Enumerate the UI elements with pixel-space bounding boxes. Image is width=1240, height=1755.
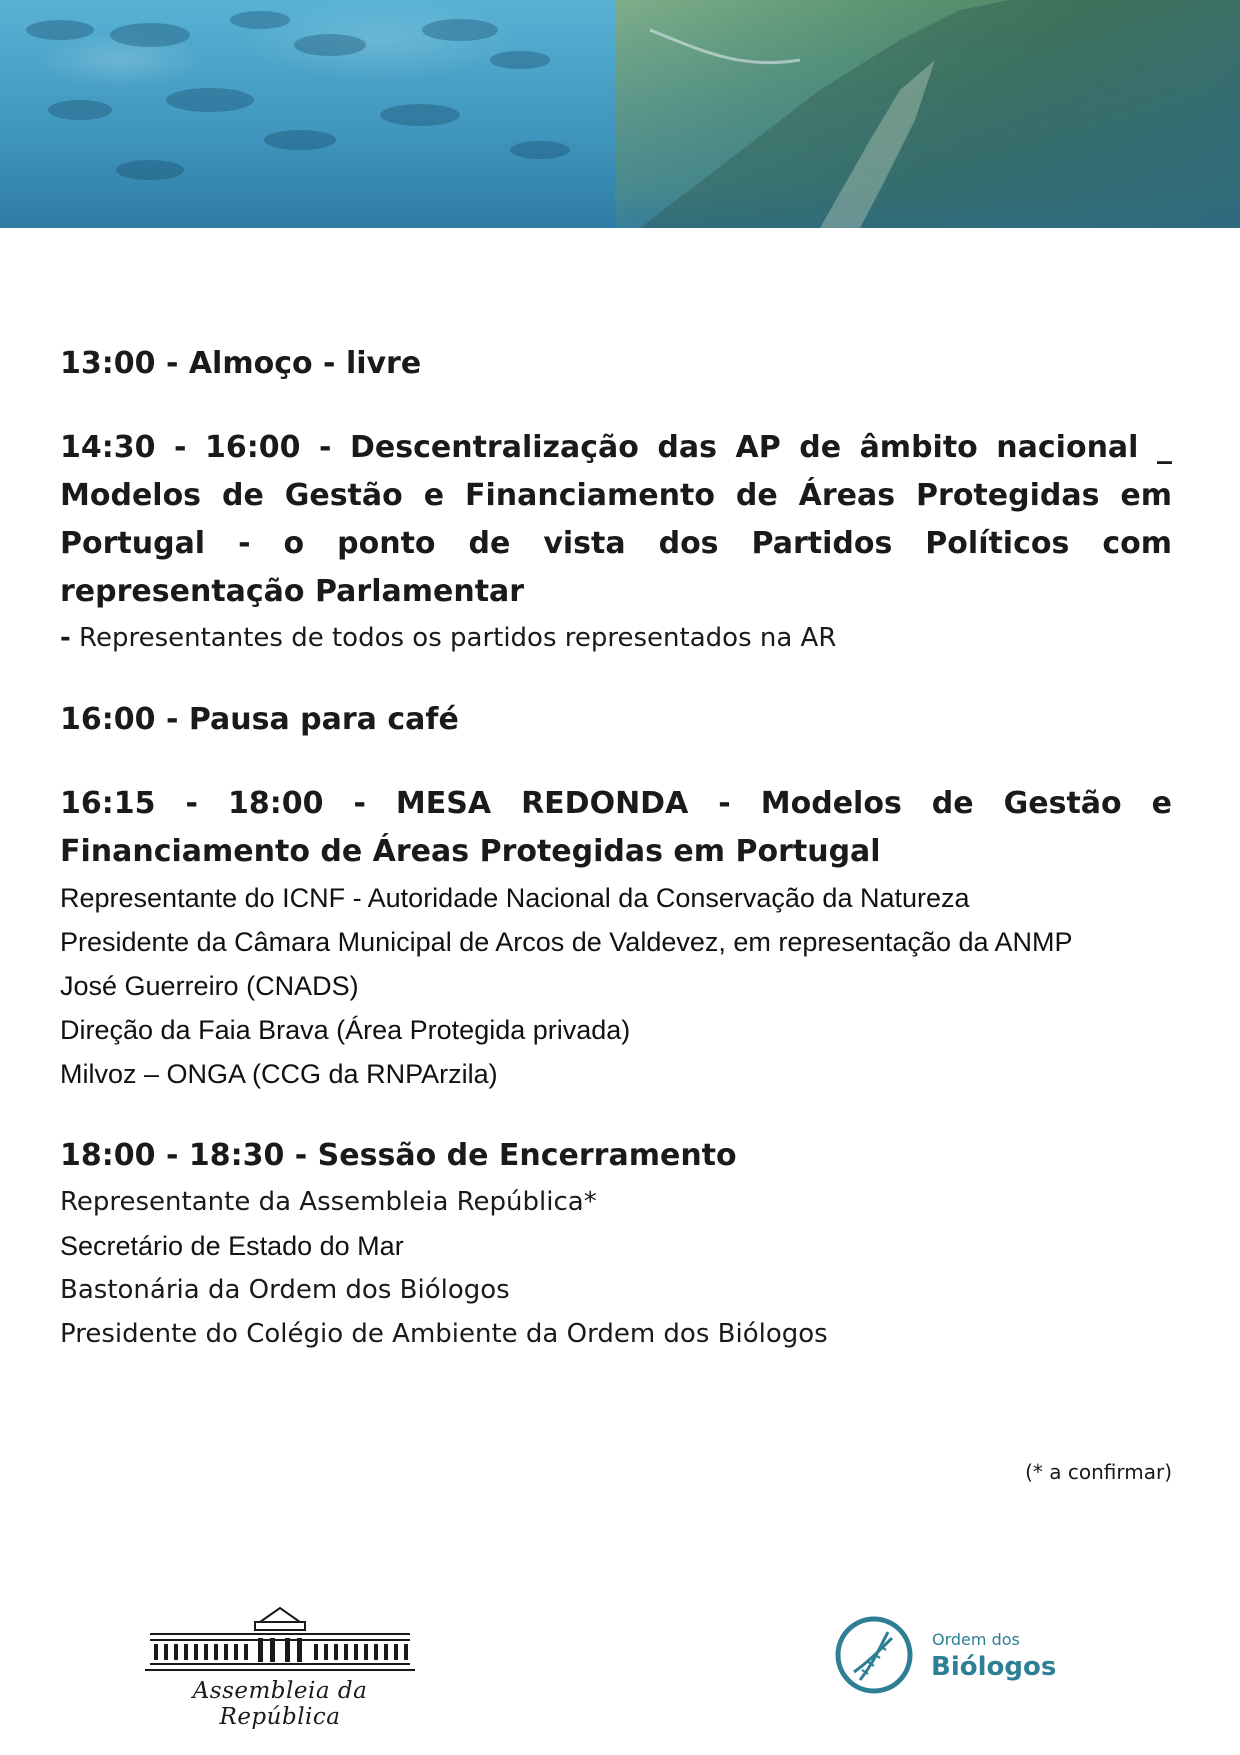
- session1-detail: [60, 616, 1172, 660]
- closing-speakers: [60, 1180, 1172, 1356]
- program-schedule: [60, 340, 1172, 1356]
- assembleia-republica-logo: [130, 1600, 430, 1730]
- participant-item: Presidente da Câmara Municipal de Arcos de Valdevez, em representação da ANMP: [60, 927, 1073, 957]
- roundtable-heading: 16:15 - 18:00 - MESA REDONDA - Modelos de Gestão e Financiamento de Áreas Protegidas em Portugal: [60, 786, 1172, 869]
- speaker-item: Bastonária da Ordem dos Biólogos: [60, 1275, 510, 1305]
- roundtable-participants: [60, 876, 1172, 1096]
- lunch-heading: 13:00 - Almoço - livre: [60, 346, 422, 381]
- session1-dash: -: [60, 623, 71, 653]
- dna-circle-icon: [832, 1610, 922, 1700]
- assembleia-logo-text: Assembleia da República: [192, 1678, 368, 1730]
- participant-item: Representante do ICNF - Autoridade Nacional da Conservação da Natureza: [60, 883, 970, 913]
- speaker-item: Presidente do Colégio de Ambiente da Ordem dos Biólogos: [60, 1319, 828, 1349]
- header-banner: [0, 0, 1240, 228]
- coffee-heading: 16:00 - Pausa para café: [60, 702, 459, 737]
- speaker-item: Secretário de Estado do Mar: [60, 1231, 404, 1261]
- ordem-logo-text-small: Ordem dos: [932, 1630, 1020, 1649]
- banner-fish-illustration: [0, 0, 1240, 228]
- ordem-logo-text-big: Biólogos: [931, 1652, 1057, 1682]
- closing-heading: 18:00 - 18:30 - Sessão de Encerramento: [60, 1138, 737, 1173]
- session1-detail-text: Representantes de todos os partidos representados na AR: [70, 623, 837, 653]
- parliament-building-icon: [130, 1600, 430, 1680]
- session1-heading: 14:30 - 16:00 - Descentralização das AP de âmbito nacional _ Modelos de Gestão e Financiamento de Áreas Protegidas em Portugal - o ponto de vista dos Partidos Políticos com representação Parlamentar: [60, 430, 1172, 609]
- participant-item: Direção da Faia Brava (Área Protegida privada): [60, 1015, 631, 1045]
- speaker-item: Representante da Assembleia República*: [60, 1187, 597, 1217]
- confirmation-note: (* a confirmar): [1025, 1460, 1172, 1484]
- participant-item: Milvoz – ONGA (CCG da RNPArzila): [60, 1059, 498, 1089]
- participant-item: José Guerreiro (CNADS): [60, 971, 359, 1001]
- ordem-biologos-logo: [832, 1610, 1072, 1700]
